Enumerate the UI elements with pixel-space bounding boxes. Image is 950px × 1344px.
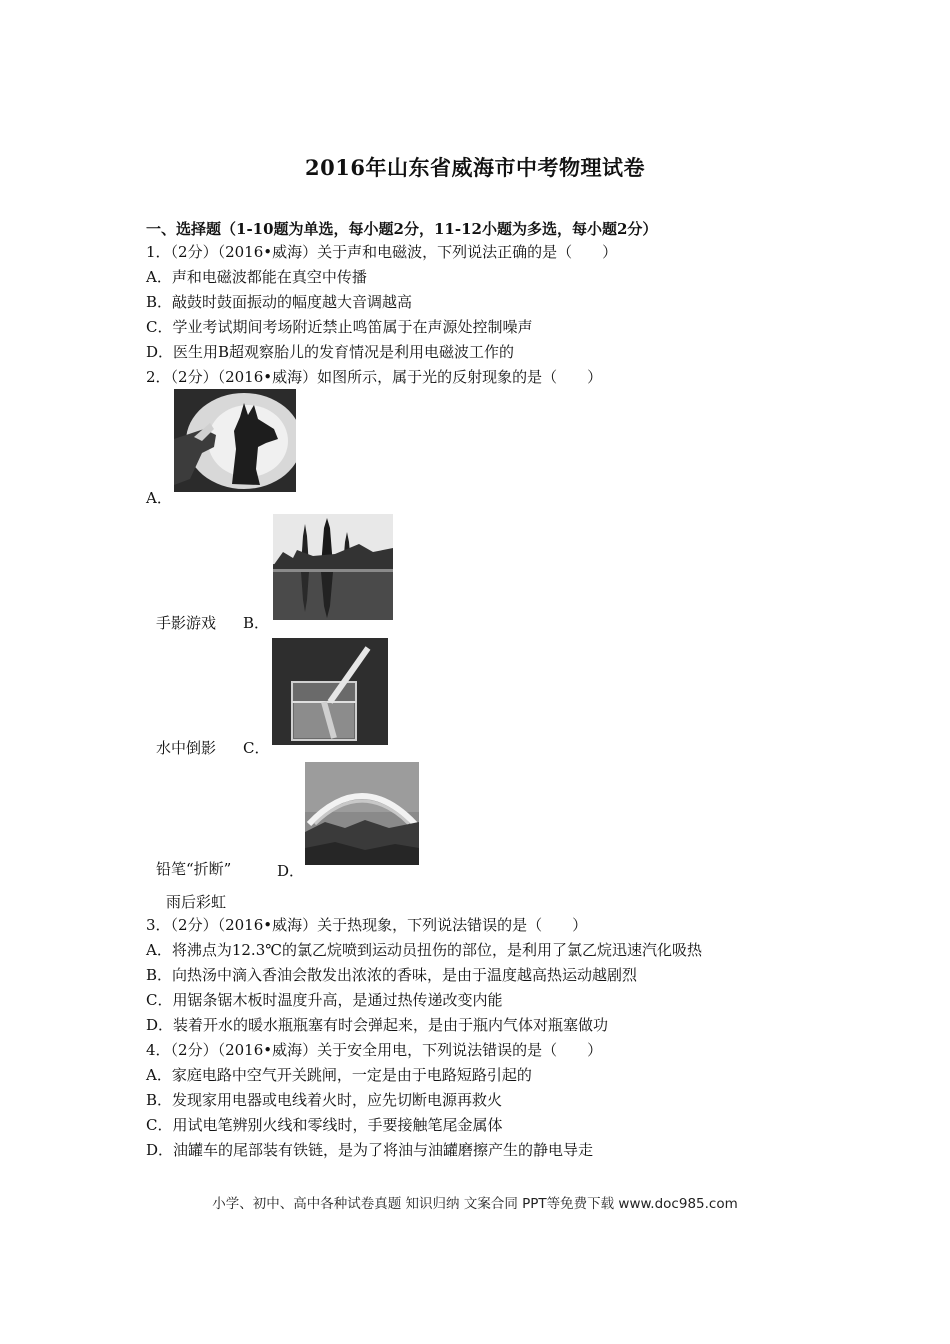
pencil-in-water-photo (272, 638, 388, 745)
question-1-stem: 1．（2分）（2016•威海）关于声和电磁波，下列说法正确的是（ ） (146, 243, 618, 261)
question-3-stem: 3．（2分）（2016•威海）关于热现象，下列说法错误的是（ ） (146, 916, 588, 934)
question-4-option-d: D．油罐车的尾部装有铁链，是为了将油与油罐磨擦产生的静电导走 (146, 1141, 594, 1159)
q2-option-a-letter: A． (146, 489, 172, 507)
pagoda-reflection-photo (273, 514, 393, 620)
question-4-option-c: C．用试电笔辨别火线和零线时，手要接触笔尾金属体 (146, 1116, 503, 1134)
q2-option-d-caption: 雨后彩虹 (166, 893, 227, 911)
page-title: 2016年山东省威海市中考物理试卷 (305, 155, 645, 180)
question-1-option-a: A．声和电磁波都能在真空中传播 (146, 268, 367, 286)
q2-option-c-letter: C． (243, 739, 270, 757)
q2-option-a-caption: 手影游戏 (156, 614, 217, 632)
question-1-option-d: D．医生用B超观察胎儿的发育情况是利用电磁波工作的 (146, 343, 515, 361)
rainbow-photo (305, 762, 419, 865)
question-3-option-d: D．装着开水的暖水瓶瓶塞有时会弹起来，是由于瓶内气体对瓶塞做功 (146, 1016, 609, 1034)
question-1-option-b: B．敲鼓时鼓面振动的幅度越大音调越高 (146, 293, 413, 311)
hand-shadow-photo (174, 389, 296, 492)
q2-option-b-caption: 水中倒影 (156, 739, 217, 757)
question-3-option-a: A．将沸点为12.3℃的氯乙烷喷到运动员扭伤的部位，是利用了氯乙烷迅速汽化吸热 (146, 941, 703, 959)
question-4-stem: 4．（2分）（2016•威海）关于安全用电，下列说法错误的是（ ） (146, 1041, 603, 1059)
q2-option-c-caption: 铅笔“折断” (156, 860, 232, 878)
q2-option-d-letter: D． (277, 862, 305, 880)
section-heading: 一、选择题（1-10题为单选，每小题2分，11-12小题为多选，每小题2分） (146, 220, 658, 238)
question-3-option-c: C．用锯条锯木板时温度升高，是通过热传递改变内能 (146, 991, 503, 1009)
question-4-option-b: B．发现家用电器或电线着火时，应先切断电源再救火 (146, 1091, 503, 1109)
q2-option-b-letter: B． (243, 614, 270, 632)
question-2-stem: 2．（2分）（2016•威海）如图所示，属于光的反射现象的是（ ） (146, 368, 603, 386)
question-3-option-b: B．向热汤中滴入香油会散发出浓浓的香味，是由于温度越高热运动越剧烈 (146, 966, 638, 984)
page-footer: 小学、初中、高中各种试卷真题 知识归纳 文案合同 PPT等免费下载 www.doc985.com (212, 1196, 738, 1212)
question-1-option-c: C．学业考试期间考场附近禁止鸣笛属于在声源处控制噪声 (146, 318, 533, 336)
question-4-option-a: A．家庭电路中空气开关跳闸，一定是由于电路短路引起的 (146, 1066, 532, 1084)
